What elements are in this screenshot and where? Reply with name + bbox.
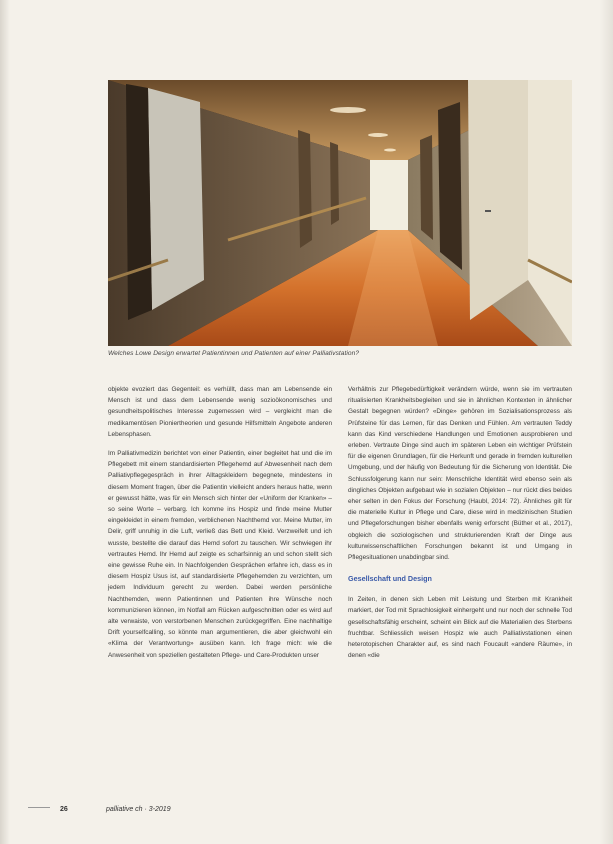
page-number: 26 [60, 806, 68, 813]
right-column [348, 384, 572, 669]
section-heading: Gesellschaft und Design [348, 574, 432, 584]
left-paragraph-1: objekte evoziert das Gegenteil: es verhüllt, dass man am Lebensende ein Mensch ist und dass dem Lebensende wenig sozioökonomisches und gesundheitspolitisches Interesse zugemessen wird – vergleicht man die medikamentösen Pioniertheorien und gesunde Hilfsmitteln Angebote anderen Lebensphasen. [108, 386, 332, 438]
left-column [108, 384, 332, 669]
page-footer [60, 806, 171, 813]
corridor-photo [108, 80, 572, 346]
right-paragraph-2: In Zeiten, in denen sich Leben mit Leistung und Sterben mit Krankheit markiert, der Tod mit Sprachlosigkeit einhergeht und nur noch der schnelle Tod gesellschaftsfähig erscheint, scheint ein Blick auf die Materialien des Sterbens fruchtbar. Schliesslich weisen Hospiz wie auch Palliativstationen einen heterotopischen Charakter auf, es sind nach Foucault «andere Räume», in denen «die [348, 596, 572, 660]
photo-caption: Welches Lowe Design erwartet Patientinnen und Patienten auf einer Palliativstation? [108, 350, 360, 357]
footer-rule [28, 807, 50, 808]
magazine-name: palliative ch · 3-2019 [106, 806, 171, 813]
right-paragraph-1: Verhältnis zur Pflegebedürftigkeit verändern würde, wenn sie im vertrauten ritualisierten Krankheitsbegleiten und sie in ähnlichen Kontexten in ähnlicher Gestalt begegnen würden? «Dinge» gehören im Sozialisationsprozess als Prüfsteine für das Lernen, für das Denken und Fühlen. Am vertrauten Teddy kann das Kind verschiedene Handlungen und Emotionen ausprobieren und erleben. Vertraute Dinge sind auch im späteren Leben ein wichtiger Prüfstein für die eigenen Grundlagen, für die Herkunft und gerade in fremden kulturellen Umgebung, und der häufig von Bedeutung für die Sicherung von Identität. Die Schlussfolgerung kann nur sein: Menschliche Identität wird ebenso sein als dingliches Objekten aufgebaut wie in sozialen Objekten – nur rückt dies beides eher selten in den Fokus der Forschung (Haubl, 2014: 72). Ähnliches gilt für die materielle Kultur in Pflege und Care, diese wird in medizinischen Studien und Pflegeforschungen bisher ebenfalls wenig erforscht (Büther et al., 2017), obgleich die soziologischen und strukturierenden Kraft der Dinge aus kulturwissenschaftlichen Forschungen bekannt ist und Umgang in Pflegesituationen unabdingbar sind. [348, 386, 572, 562]
left-paragraph-2: Im Palliativmedizin berichtet von einer Patientin, einer begleitet hat und die im Pflegebett mit einem standardisierten Pflegehemd auf Abwesenheit nach dem Palliativpflegegespräch in ihrer Alltagskleidern begegnete, mindestens in diesem Moment fragen, über die Patientin vielleicht anders heraus hatte, wenn er gewusst hätte, was für ein Mensch sich hinter der «Uniform der Kranken» – so seine Worte – verbarg. Ich komme ins Hospiz und finde meine Mutter eingekleidet in einem fremden, verblichenen Nachthemd vor. Meine Mutter, im Delir, griff unruhig in die Luft, verließ das Bett und Kleid. Verzweifelt und ich wusste, bestellte die darauf das Hemd sofort zu tauschen. Wir schwiegen ihr vertrautes Hemd. Ihr Hemd auf zeigte es scharfsinnig an und schon stellt sich eine gewisse Ruhe ein. In Nachfolgenden Gesprächen erfahre ich, dass es in diesem Hospiz Usus ist, auf standardisierte Pflegehemden zu verzichten, um jedem Individuum gerecht zu werden. Dabei werden persönliche Nachthemden, wenn Patientinnen und Patienten ihre Wünsche noch kommunizieren können, im Notfall am Rücken aufgeschnitten oder es wird auf alte verwaiste, von verstorbenen Menschen zurückgegriffen. Eine nachhaltige Drift yourselfcalling, so könnte man argumentieren, die aber gleichwohl ein «Klima der Verantwortung» ausüben kann. Ich frage mich: wie die Anwesenheit von speziellen gestalteten Pflege- und Care-Produkten unser [108, 450, 332, 659]
